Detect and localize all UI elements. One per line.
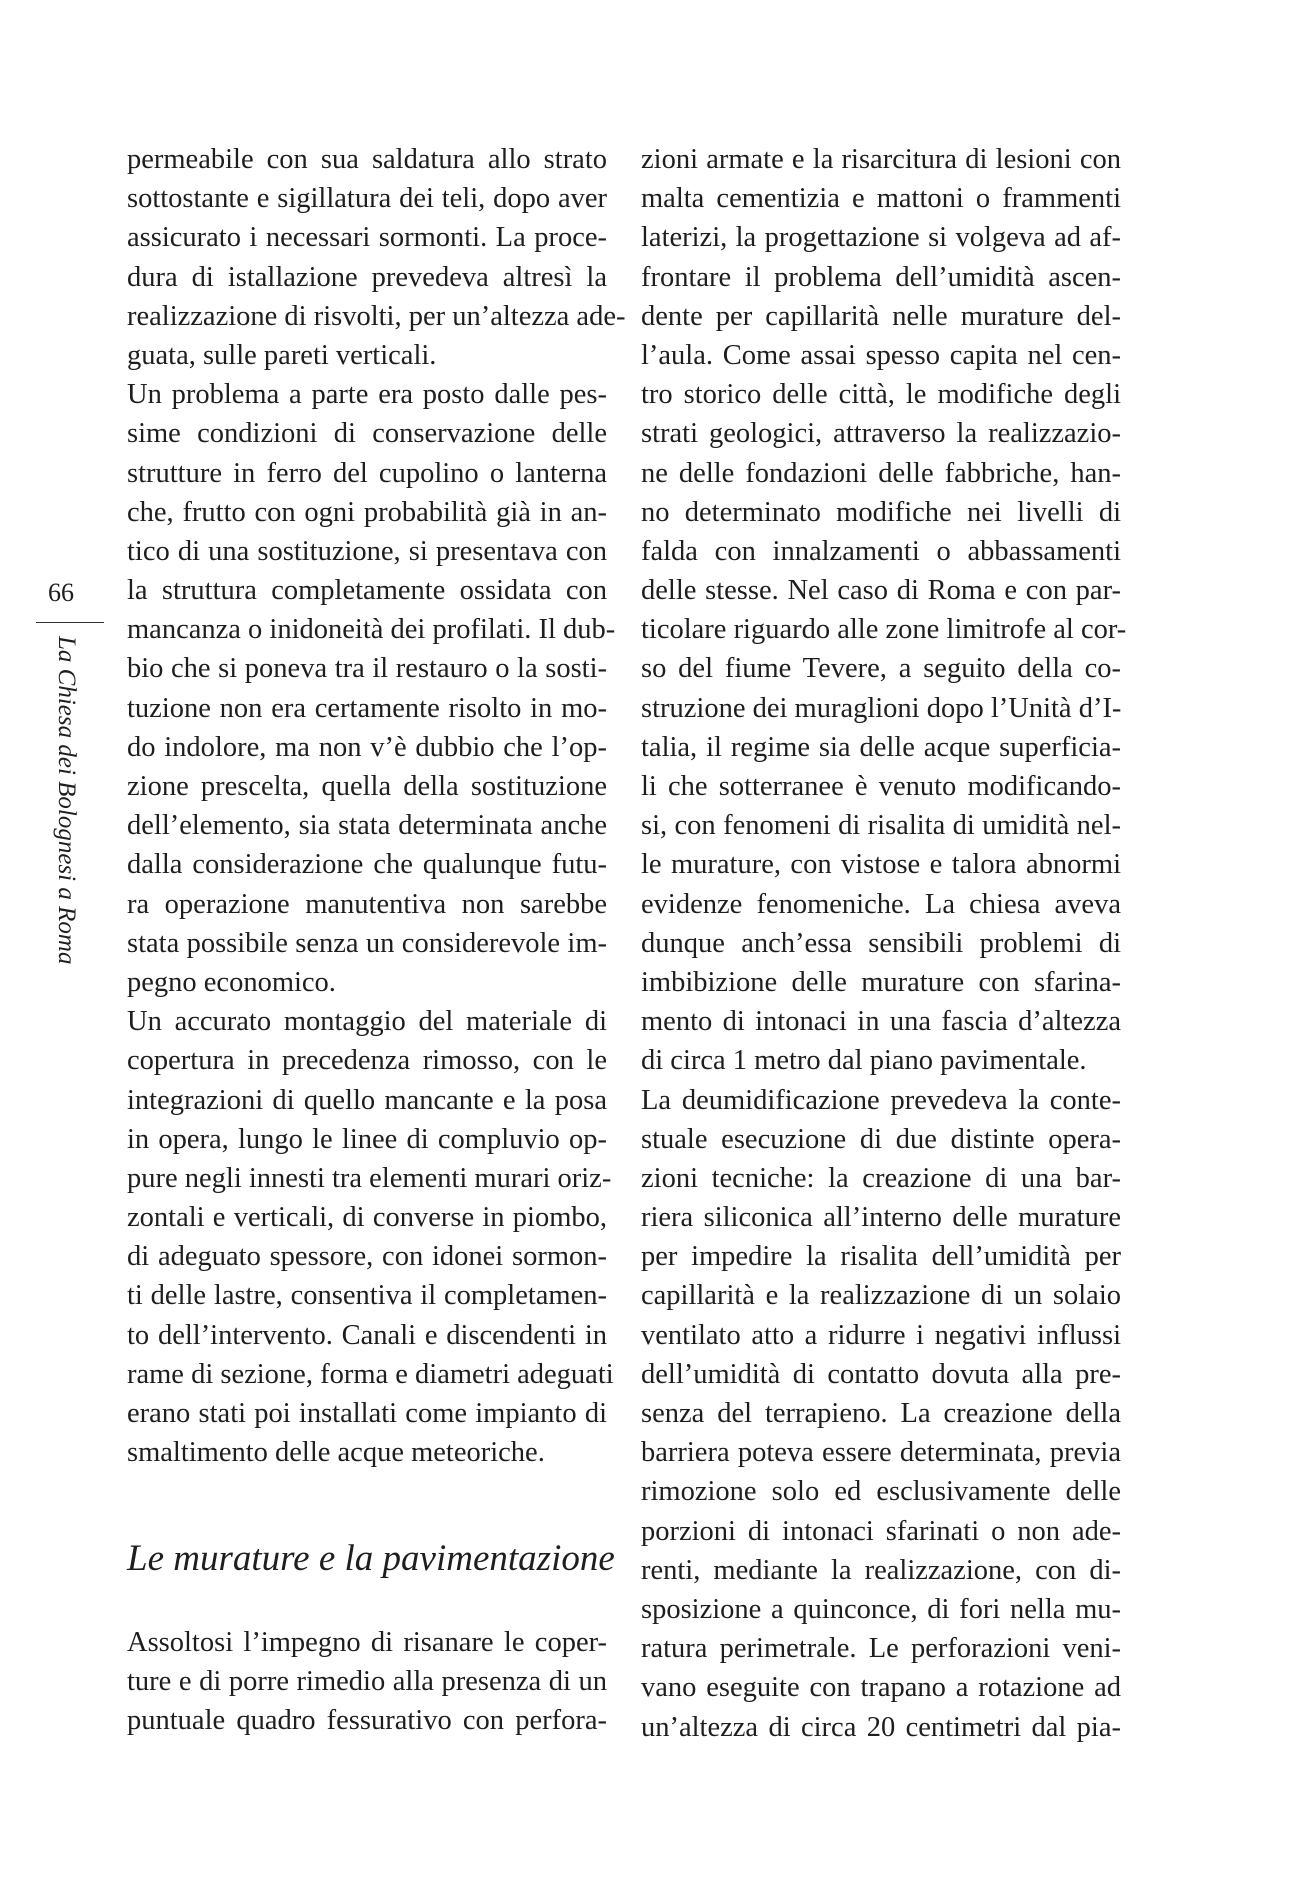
running-title bbox=[52, 636, 82, 965]
text-line: pure negli innesti tra elementi murari oriz- bbox=[127, 1162, 612, 1194]
text-line: per impedire la risalita dell’umidità per bbox=[641, 1241, 1121, 1273]
text-line: la struttura completamente ossidata con bbox=[127, 575, 607, 607]
text-line: senza del terrapieno. La creazione della bbox=[641, 1398, 1121, 1429]
text-line: stata possibile senza un considerevole im- bbox=[127, 927, 607, 959]
section-heading: Le murature e la pavimentazione bbox=[127, 1538, 615, 1579]
section-intro-paragraph bbox=[127, 1623, 607, 1741]
text-line: copertura in precedenza rimosso, con le bbox=[127, 1045, 607, 1077]
text-line: Assoltosi l’impegno di risanare le coper- bbox=[127, 1627, 607, 1658]
text-line: li che sotterranee è venuto modificando- bbox=[641, 771, 1121, 802]
right-text-column bbox=[641, 140, 1127, 1747]
text-line: sposizione a quinconce, di fori nella mu- bbox=[641, 1593, 1121, 1625]
text-line: permeabile con sua saldatura allo strato bbox=[127, 144, 607, 175]
text-line: talia, il regime sia delle acque superficia- bbox=[641, 731, 1121, 763]
text-line: erano stati poi installati come impianto di bbox=[127, 1398, 607, 1429]
text-line: vano eseguite con trapano a rotazione ad bbox=[641, 1672, 1121, 1704]
text-line: strutture in ferro del cupolino o lanterna bbox=[127, 457, 607, 489]
text-line: ticolare riguardo alle zone limitrofe al cor- bbox=[641, 614, 1127, 646]
text-line: realizzazione di risvolti, per un’altezza ade- bbox=[127, 300, 626, 332]
text-line: no determinato modifiche nei livelli di bbox=[641, 496, 1121, 528]
text-line: tro storico delle città, le modifiche degli bbox=[641, 379, 1121, 411]
text-line: ne delle fondazioni delle fabbriche, han- bbox=[641, 457, 1121, 489]
text-line: assicurato i necessari sormonti. La proce- bbox=[127, 222, 607, 254]
text-line: smaltimento delle acque meteoriche. bbox=[127, 1437, 545, 1469]
text-line: bio che si poneva tra il restauro o la sosti- bbox=[127, 653, 607, 685]
text-line: ventilato atto a ridurre i negativi influssi bbox=[641, 1319, 1121, 1351]
text-line: rimozione solo ed esclusivamente delle bbox=[641, 1476, 1121, 1508]
running-title-text: La Chiesa dei Bolognesi a Roma bbox=[53, 636, 80, 965]
text-line: dente per capillarità nelle murature del- bbox=[641, 300, 1121, 332]
left-text-column bbox=[127, 140, 626, 1472]
text-line: tico di una sostituzione, si presentava con bbox=[127, 535, 607, 567]
text-line: laterizi, la progettazione si volgeva ad af- bbox=[641, 222, 1121, 254]
text-line: in opera, lungo le linee di compluvio op- bbox=[127, 1123, 607, 1155]
text-line: Un accurato montaggio del materiale di bbox=[127, 1006, 607, 1038]
text-line: evidenze fenomeniche. La chiesa aveva bbox=[641, 888, 1121, 920]
margin-divider bbox=[36, 622, 104, 623]
text-line: riera siliconica all’interno delle murature bbox=[641, 1202, 1121, 1234]
text-line: dunque anch’essa sensibili problemi di bbox=[641, 927, 1121, 959]
text-line: do indolore, ma non v’è dubbio che l’op- bbox=[127, 731, 607, 763]
text-line: struzione dei muraglioni dopo l’Unità d’I- bbox=[641, 692, 1122, 724]
text-line: La deumidificazione prevedeva la conte- bbox=[641, 1084, 1121, 1116]
text-line: capillarità e la realizzazione di un solaio bbox=[641, 1280, 1121, 1312]
text-line: dell’umidità di contatto dovuta alla pre- bbox=[641, 1358, 1121, 1390]
text-line: frontare il problema dell’umidità ascen- bbox=[641, 261, 1121, 293]
text-line: un’altezza di circa 20 centimetri dal pia- bbox=[641, 1711, 1121, 1743]
text-line: Un problema a parte era posto dalle pes- bbox=[127, 379, 607, 411]
text-line: l’aula. Come assai spesso capita nel cen- bbox=[641, 339, 1121, 371]
text-line: malta cementizia e mattoni o frammenti bbox=[641, 183, 1121, 215]
text-line: so del fiume Tevere, a seguito della co- bbox=[641, 653, 1121, 685]
text-line: zioni tecniche: la creazione di una bar- bbox=[641, 1162, 1121, 1194]
text-line: strati geologici, attraverso la realizzazio- bbox=[641, 418, 1121, 450]
text-line: mancanza o inidoneità dei profilati. Il dub- bbox=[127, 614, 616, 646]
text-line: porzioni di intonaci sfarinati o non ade- bbox=[641, 1515, 1121, 1547]
text-line: ratura perimetrale. Le perforazioni veni- bbox=[641, 1633, 1121, 1665]
text-line: che, frutto con ogni probabilità già in an- bbox=[127, 496, 607, 528]
text-line: to dell’intervento. Canali e discendenti in bbox=[127, 1319, 607, 1351]
text-line: barriera poteva essere determinata, previa bbox=[641, 1437, 1121, 1469]
page-number: 66 bbox=[48, 578, 74, 607]
text-line: imbibizione delle murature con sfarina- bbox=[641, 966, 1121, 998]
text-line: ti delle lastre, consentiva il completamen- bbox=[127, 1280, 607, 1312]
text-line: ture e di porre rimedio alla presenza di un bbox=[127, 1666, 607, 1698]
text-line: sottostante e sigillatura dei teli, dopo aver bbox=[127, 183, 607, 215]
text-line: zontali e verticali, di converse in piombo, bbox=[127, 1202, 607, 1234]
text-line: mento di intonaci in una fascia d’altezza bbox=[641, 1006, 1121, 1038]
text-line: dell’elemento, sia stata determinata anche bbox=[127, 810, 607, 842]
text-line: di adeguato spessore, con idonei sormon- bbox=[127, 1241, 607, 1273]
text-line: di circa 1 metro dal piano pavimentale. bbox=[641, 1045, 1087, 1077]
text-line: ra operazione manutentiva non sarebbe bbox=[127, 888, 607, 920]
text-line: si, con fenomeni di risalita di umidità nel- bbox=[641, 810, 1121, 842]
text-line: zione prescelta, quella della sostituzione bbox=[127, 771, 607, 802]
text-line: guata, sulle pareti verticali. bbox=[127, 339, 437, 371]
text-line: delle stesse. Nel caso di Roma e con par- bbox=[641, 575, 1121, 607]
text-line: rame di sezione, forma e diametri adeguati bbox=[127, 1358, 614, 1390]
text-line: dura di istallazione prevedeva altresì la bbox=[127, 261, 607, 293]
text-line: zioni armate e la risarcitura di lesioni con bbox=[641, 144, 1121, 175]
text-line: dalla considerazione che qualunque futu- bbox=[127, 849, 607, 881]
text-line: tuzione non era certamente risolto in mo- bbox=[127, 692, 607, 724]
text-line: pegno economico. bbox=[127, 966, 336, 998]
text-line: le murature, con vistose e talora abnormi bbox=[641, 849, 1121, 881]
text-line: stuale esecuzione di due distinte opera- bbox=[641, 1123, 1121, 1155]
text-line: renti, mediante la realizzazione, con di- bbox=[641, 1554, 1121, 1586]
text-line: sime condizioni di conservazione delle bbox=[127, 418, 607, 450]
text-line: integrazioni di quello mancante e la posa bbox=[127, 1084, 607, 1116]
text-line: puntuale quadro fessurativo con perfora- bbox=[127, 1705, 607, 1737]
text-line: falda con innalzamenti o abbassamenti bbox=[641, 535, 1121, 567]
